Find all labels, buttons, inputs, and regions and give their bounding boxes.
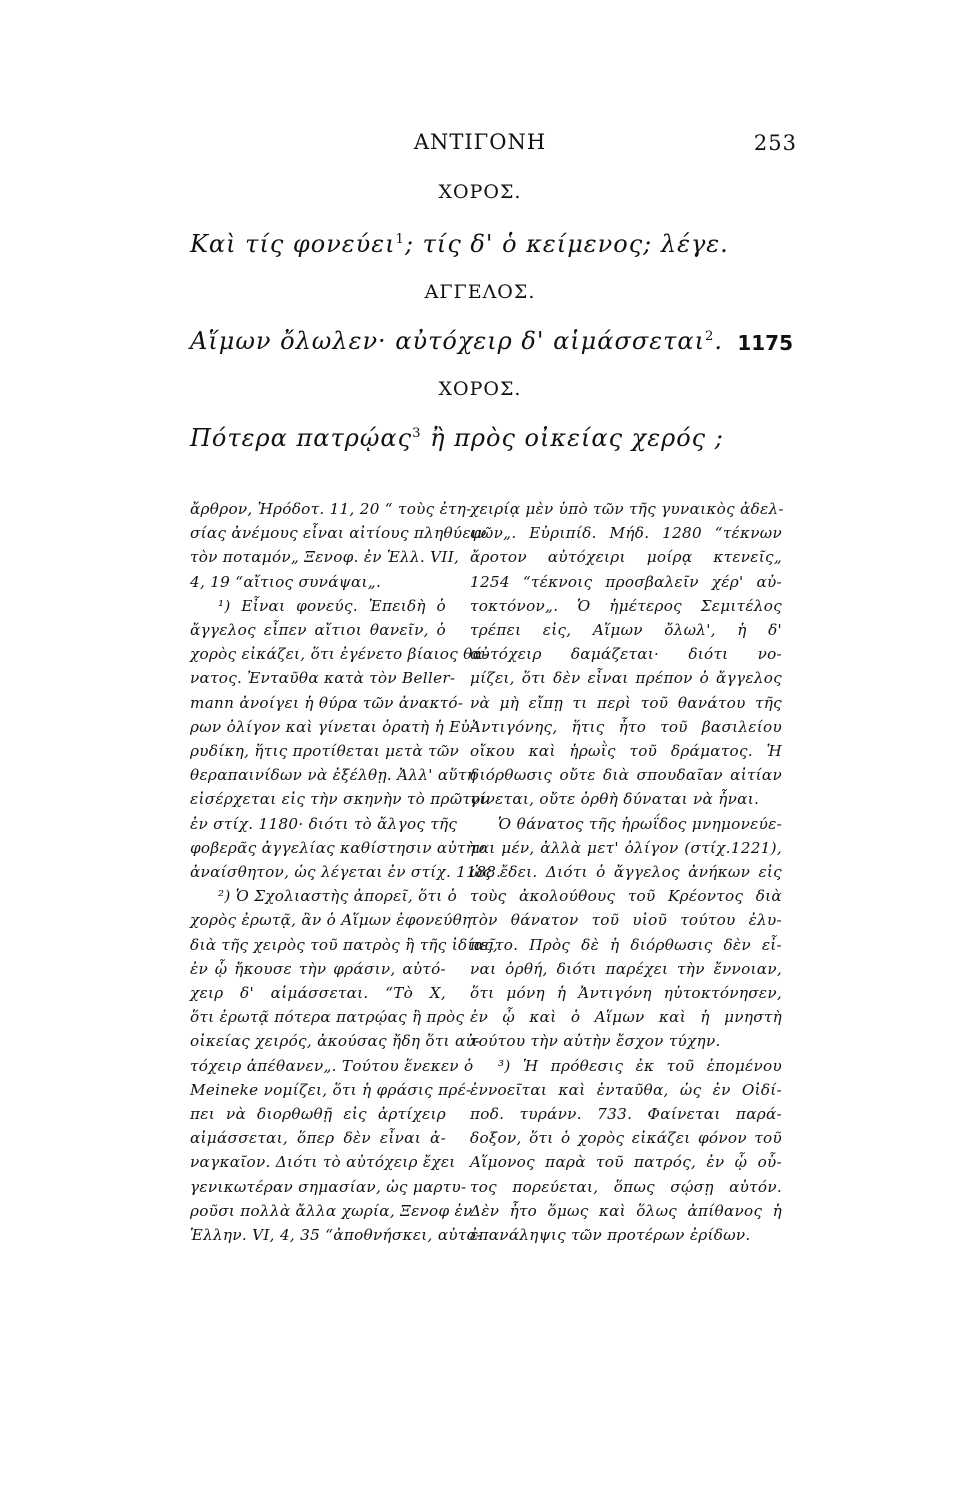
note-line: ἄρθρον, Ἡρόδοτ. 11, 20 “ τοὺς ἐτη- <box>190 500 472 518</box>
note-line: τὸν ποταμόν„ Ξενοφ. ἐν Ἑλλ. VII, <box>190 548 460 567</box>
note-line: πεῖτο. Πρὸς δὲ ἡ διόρθωσις δὲν εἶ- <box>470 935 782 954</box>
note-line: δοξον, ὅτι ὁ χορὸς εἰκάζει φόνον τοῦ <box>470 1129 782 1148</box>
note-line: ἄγγελος εἶπεν αἴτιοι θανεῖν, ὁ <box>190 621 446 640</box>
note-line: θεραπαινίδων νὰ ἐξέλθῃ. Ἀλλ' αὕτη <box>190 766 477 785</box>
note-line: Ἀντιγόνης, ἥτις ἦτο τοῦ βασιλείου <box>470 717 782 736</box>
note-line: ται μέν, ἀλλὰ μετ' ὀλίγον (στίχ.1221), <box>470 838 782 857</box>
note-line: ἐν ᾧ καὶ ὁ Αἵμων καὶ ἡ μνηστὴ <box>470 1008 782 1027</box>
note-line: τόχειρ ἀπέθανεν„. Τούτου ἕνεκεν ὁ <box>190 1056 474 1075</box>
note-line: ναι ὀρθή, διότι παρέχει τὴν ἔννοιαν, <box>470 959 782 978</box>
note-line: τοὺς ἀκολούθους τοῦ Κρέοντος διὰ <box>470 887 782 906</box>
note-line: νατος. Ἐνταῦθα κατὰ τὸν Beller- <box>190 669 456 688</box>
note-line: mann ἀνοίγει ἡ θύρα τῶν ἀνακτό- <box>190 693 464 712</box>
note-line: ὅτι μόνη ἡ Ἀντιγόνη ηὐτοκτόνησεν, <box>470 984 782 1003</box>
note-line: 4, 19 “αἴτιος συνάψαι„. <box>190 572 382 591</box>
note-line: εἰσέρχεται εἰς τὴν σκηνὴν τὸ πρῶτον <box>190 790 491 809</box>
note-line: αὐτόχειρ δαμάζεται· διότι νο- <box>470 645 782 664</box>
note-line: τούτου τὴν αὐτὴν ἔσχον τύχην. <box>470 1032 721 1051</box>
note-line: χορὸς ἐρωτᾷ, ἂν ὁ Αἵμων ἐφονεύθη <box>190 911 472 930</box>
note-line: τοκτόνον„. Ὁ ἡμέτερος Σεμιτέλος <box>470 596 782 615</box>
verse-1175 <box>190 327 723 355</box>
note-line: ἐν στίχ. 1180· διότι τὸ ἄλγος τῆς <box>190 814 458 833</box>
verse-tail: ἢ πρὸς οἰκείας χερός ; <box>421 424 724 452</box>
note-line: μίζει, ὅτι δὲν εἶναι πρέπον ὁ ἄγγελος <box>470 669 782 688</box>
note-line: γίνεται, οὔτε ὀρθὴ δύναται νὰ ἦναι. <box>470 790 760 809</box>
note-line: Δὲν ἦτο ὅμως καὶ ὅλως ἀπίθανος ἡ <box>470 1201 782 1220</box>
verse-text: Αἵμων ὄλωλεν· αὐτόχειρ δ' αἱμάσσεται <box>190 327 706 355</box>
note-line: ροῦσι πολλὰ ἄλλα χωρία, Ξενοφ ἐν <box>190 1201 473 1220</box>
note-line: Αἵμονος παρὰ τοῦ πατρός, ἐν ᾧ οὗ- <box>470 1153 782 1172</box>
verse-text: Καὶ τίς φονεύει <box>190 230 396 258</box>
footnote-marker-2: 2 <box>705 329 715 344</box>
note-line: 1254 “τέκνοις προσβαλεῖν χέρ' αὐ- <box>470 572 782 591</box>
note-line: γενικωτέραν σημασίαν, ὡς μαρτυ- <box>190 1177 467 1196</box>
note-line: διὰ τῆς χειρὸς τοῦ πατρὸς ἢ τῆς ἰδίας, <box>190 935 499 954</box>
speaker-chorus-1: ΧΟΡΟΣ. <box>438 181 522 203</box>
page-number: 253 <box>753 131 797 155</box>
note-line: ²) Ὁ Σχολιαστὴς ἀπορεῖ, ὅτι ὁ <box>218 887 458 906</box>
note-line: Meineke νομίζει, ὅτι ἡ φράσις πρέ- <box>190 1080 472 1099</box>
note-line: ὅτι ἐρωτᾷ πότερα πατρῴας ἢ πρὸς <box>190 1008 465 1027</box>
note-line: χειρίᾳ μὲν ὑπὸ τῶν τῆς γυναικὸς ἀδελ- <box>470 500 784 518</box>
footnote-marker-1: 1 <box>395 232 405 247</box>
note-line: χορὸς εἰκάζει, ὅτι ἐγένετο βίαιος θά- <box>190 645 489 664</box>
note-line: ποδ. τυράνν. 733. Φαίνεται παρά- <box>470 1105 782 1124</box>
verse-tail: ; τίς δ' ὁ κείμενος; λέγε. <box>404 230 729 258</box>
note-line: ὡς ἔδει. Διότι ὁ ἄγγελος ἀνήκων εἰς <box>470 863 782 882</box>
note-line: διόρθωσις οὔτε διὰ σπουδαῖαν αἰτίαν <box>470 766 782 785</box>
verse-1175a <box>190 230 729 258</box>
note-line: φῶν„. Εὐριπίδ. Μήδ. 1280 “τέκνων <box>470 524 782 543</box>
footnote-marker-3: 3 <box>412 426 422 441</box>
note-line: ἐπανάληψις τῶν προτέρων ἐρίδων. <box>470 1226 751 1245</box>
verse-1176 <box>190 424 724 452</box>
note-line: φοβερᾶς ἀγγελίας καθίστησιν αὐτὴν <box>190 838 485 857</box>
note-line: τρέπει εἰς, Αἵμων ὄλωλ', ἡ δ' <box>470 621 782 640</box>
note-line: σίας ἀνέμους εἶναι αἰτίους πληθύειν <box>190 524 487 543</box>
note-line: ³) Ἡ πρόθεσις ἐκ τοῦ ἑπομένου <box>498 1056 782 1075</box>
speaker-chorus-2: ΧΟΡΟΣ. <box>438 378 522 400</box>
note-line: νὰ μὴ εἴπῃ τι περὶ τοῦ θανάτου τῆς <box>470 693 782 712</box>
note-line: οἴκου καὶ ἡρωῒς τοῦ δράματος. Ἡ <box>470 742 782 761</box>
note-line: αἱμάσσεται, ὅπερ δὲν εἶναι ἀ- <box>190 1129 446 1148</box>
note-line: ἄροτον αὐτόχειρι μοίρᾳ κτενεῖς„ <box>470 548 782 567</box>
note-line: Ὁ θάνατος τῆς ἡρωΐδος μνημονεύε- <box>498 814 782 833</box>
note-line: ¹) Εἶναι φονεύς. Ἐπειδὴ ὁ <box>218 596 446 615</box>
note-line: χειρ δ' αἱμάσσεται. “Τὸ Χ, <box>190 984 446 1003</box>
notes-left-column <box>190 497 502 1247</box>
note-line: ναγκαῖον. Διότι τὸ αὐτόχειρ ἔχει <box>190 1153 456 1172</box>
note-line: οἰκείας χειρός, ἀκούσας ἤδη ὅτι αὐ- <box>190 1032 481 1051</box>
verse-text: Πότερα πατρῴας <box>190 424 413 452</box>
note-line: ἀναίσθητον, ὡς λέγεται ἐν στίχ. 1188. <box>190 863 502 882</box>
line-number: 1175 <box>737 331 793 355</box>
note-line: ρων ὀλίγον καὶ γίνεται ὁρατὴ ἡ Εὐ- <box>190 717 476 736</box>
note-line: πει νὰ διορθωθῇ εἰς ἀρτίχειρ <box>190 1105 446 1124</box>
verse-tail: . <box>714 327 724 355</box>
note-line: ἐννοεῖται καὶ ἐνταῦθα, ὡς ἐν Οἰδί- <box>470 1080 782 1099</box>
note-line: Ἑλλην. VI, 4, 35 “ἀποθνήσκει, αὐτο- <box>190 1226 482 1245</box>
note-line: τὸν θάνατον τοῦ υἱοῦ τούτου ἐλυ- <box>470 911 782 930</box>
note-line: ἐν ᾧ ἤκουσε τὴν φράσιν, αὐτό- <box>190 959 446 978</box>
note-line: ρυδίκη, ἥτις προτίθεται μετὰ τῶν <box>190 742 460 761</box>
notes-right-column <box>470 497 782 1247</box>
running-header-title: ΑΝΤΙΓΟΝΗ <box>413 130 547 154</box>
speaker-messenger: ΑΓΓΕΛΟΣ. <box>424 281 536 303</box>
note-line: τος πορεύεται, ὅπως σῴσῃ αὐτόν. <box>470 1177 782 1196</box>
